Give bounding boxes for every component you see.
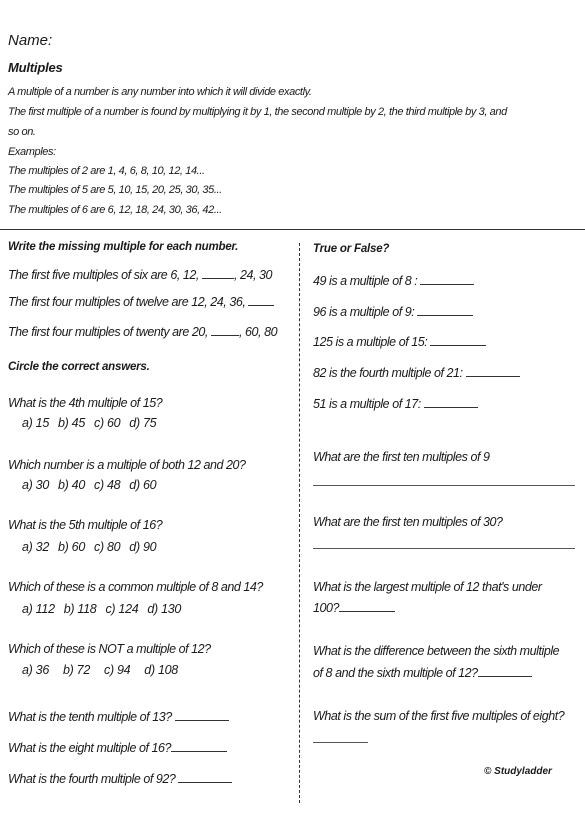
mc-options-1 xyxy=(22,416,165,430)
tf-question-5-text: 51 is a multiple of 17: xyxy=(313,397,421,411)
option-b[interactable]: b) 72 xyxy=(63,663,90,677)
answer-line[interactable] xyxy=(313,485,575,486)
option-c[interactable]: c) 124 xyxy=(105,602,139,616)
answer-blank[interactable] xyxy=(178,781,232,783)
open-question-3: What is the largest multiple of 12 that's under xyxy=(313,580,542,594)
short-question-2-text: What is the eight multiple of 16? xyxy=(8,741,172,755)
tf-question-4 xyxy=(313,366,520,380)
answer-blank[interactable] xyxy=(424,406,478,408)
open-question-4-tail: of 8 and the sixth multiple of 12? xyxy=(313,666,478,680)
short-question-3 xyxy=(8,772,232,786)
option-a[interactable]: a) 32 xyxy=(22,540,49,554)
name-label: Name: xyxy=(8,32,53,49)
short-question-1 xyxy=(8,710,229,724)
true-false-heading: True or False? xyxy=(313,243,390,255)
answer-blank[interactable] xyxy=(171,750,227,752)
option-a[interactable]: a) 112 xyxy=(22,602,55,616)
answer-blank[interactable] xyxy=(466,375,520,377)
mc-options-3 xyxy=(22,540,165,554)
tf-question-2-text: 96 is a multiple of 9: xyxy=(313,305,415,319)
section-divider-horizontal xyxy=(0,229,585,230)
option-d[interactable]: d) 75 xyxy=(129,416,157,430)
option-d[interactable]: d) 60 xyxy=(129,478,157,492)
open-question-5: What is the sum of the first five multiples of eight? xyxy=(313,709,565,723)
option-d[interactable]: d) 90 xyxy=(129,540,157,554)
open-question-3-line-2 xyxy=(313,601,395,615)
short-question-1-text: What is the tenth multiple of 13? xyxy=(8,710,172,724)
option-a[interactable]: a) 30 xyxy=(22,478,49,492)
mc-options-4 xyxy=(22,602,190,616)
answer-line[interactable] xyxy=(313,548,575,549)
open-question-3-tail: 100? xyxy=(313,601,340,615)
missing-question-1-tail: , 24, 30 xyxy=(233,268,273,282)
mc-question-2: Which number is a multiple of both 12 and 20? xyxy=(8,458,246,472)
answer-blank[interactable] xyxy=(417,314,473,316)
option-c[interactable]: c) 60 xyxy=(94,416,121,430)
definition-line-1: A multiple of a number is any number into which it will divide exactly. xyxy=(8,86,312,98)
option-b[interactable]: b) 118 xyxy=(63,602,97,616)
answer-blank[interactable] xyxy=(430,344,486,346)
tf-question-2 xyxy=(313,305,473,319)
open-question-2: What are the first ten multiples of 30? xyxy=(313,515,503,529)
option-b[interactable]: b) 40 xyxy=(58,478,85,492)
open-question-4: What is the difference between the sixth multiple xyxy=(313,644,560,658)
short-question-2 xyxy=(8,741,227,755)
tf-question-5 xyxy=(313,397,478,411)
example-line-2: The multiples of 5 are 5, 10, 15, 20, 25, 30, 35... xyxy=(8,184,222,196)
answer-blank[interactable] xyxy=(202,277,234,279)
answer-blank[interactable] xyxy=(175,719,229,721)
missing-question-2-text: The first four multiples of twelve are 12, 24, 36, xyxy=(8,295,249,309)
circle-answers-heading: Circle the correct answers. xyxy=(8,361,150,373)
option-c[interactable]: c) 80 xyxy=(94,540,121,554)
option-c[interactable]: c) 94 xyxy=(104,663,131,677)
option-b[interactable]: b) 60 xyxy=(58,540,85,554)
option-a[interactable]: a) 36 xyxy=(22,663,49,677)
mc-options-5 xyxy=(22,663,187,677)
mc-question-3: What is the 5th multiple of 16? xyxy=(8,518,163,532)
option-d[interactable]: d) 108 xyxy=(144,663,178,677)
missing-question-3-tail: , 60, 80 xyxy=(238,325,278,339)
definition-line-3: so on. xyxy=(8,126,36,138)
answer-blank[interactable] xyxy=(478,675,532,677)
open-question-4-line-2 xyxy=(313,666,532,680)
missing-multiple-heading: Write the missing multiple for each number. xyxy=(8,241,239,253)
missing-question-1-text: The first five multiples of six are 6, 12, xyxy=(8,268,202,282)
open-question-1: What are the first ten multiples of 9 xyxy=(313,450,490,464)
tf-question-4-text: 82 is the fourth multiple of 21: xyxy=(313,366,463,380)
example-line-1: The multiples of 2 are 1, 4, 6, 8, 10, 12, 14... xyxy=(8,165,205,177)
missing-question-3-text: The first four multiples of twenty are 20, xyxy=(8,325,211,339)
missing-question-3 xyxy=(8,325,277,339)
answer-blank[interactable] xyxy=(211,334,239,336)
mc-question-4: Which of these is a common multiple of 8 and 14? xyxy=(8,580,263,594)
mc-options-2 xyxy=(22,478,165,492)
answer-blank[interactable] xyxy=(420,283,474,285)
missing-question-2 xyxy=(8,295,274,309)
short-question-3-text: What is the fourth multiple of 92? xyxy=(8,772,176,786)
option-c[interactable]: c) 48 xyxy=(94,478,121,492)
definition-line-2: The first multiple of a number is found by multiplying it by 1, the second multiple by 2, the third multiple by 3, and xyxy=(8,106,507,118)
studyladder-credit: © Studyladder xyxy=(484,766,552,777)
mc-question-5: Which of these is NOT a multiple of 12? xyxy=(8,642,211,656)
option-a[interactable]: a) 15 xyxy=(22,416,49,430)
tf-question-1 xyxy=(313,274,474,288)
option-d[interactable]: d) 130 xyxy=(147,602,182,616)
tf-question-3 xyxy=(313,335,486,349)
page-title: Multiples xyxy=(8,60,63,75)
tf-question-1-text: 49 is a multiple of 8 : xyxy=(313,274,418,288)
missing-question-1 xyxy=(8,268,272,282)
examples-label: Examples: xyxy=(8,146,56,158)
answer-blank[interactable] xyxy=(248,304,274,306)
answer-blank[interactable] xyxy=(339,610,395,612)
option-b[interactable]: b) 45 xyxy=(58,416,85,430)
mc-question-1: What is the 4th multiple of 15? xyxy=(8,396,163,410)
column-divider xyxy=(299,243,300,803)
example-line-3: The multiples of 6 are 6, 12, 18, 24, 30, 36, 42... xyxy=(8,204,222,216)
answer-line[interactable] xyxy=(313,742,368,743)
tf-question-3-text: 125 is a multiple of 15: xyxy=(313,335,428,349)
